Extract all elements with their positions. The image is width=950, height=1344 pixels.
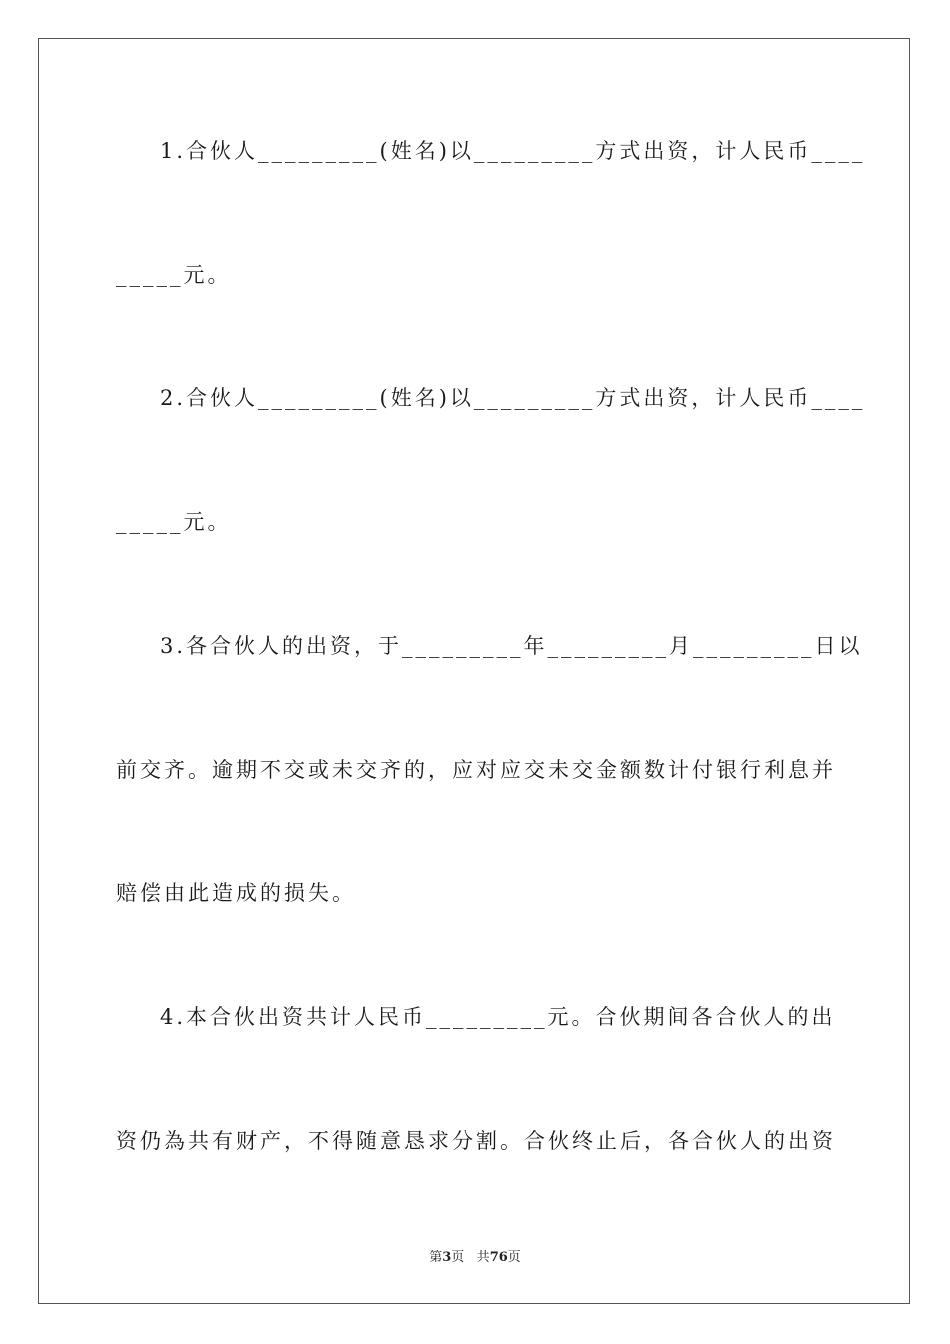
clause-1-line-2: _____元。 bbox=[116, 263, 232, 287]
page-border bbox=[38, 38, 910, 1304]
clause-4-line-2: 资仍為共有财产，不得随意恳求分割。合伙终止后，各合伙人的出资 bbox=[116, 1129, 836, 1153]
clause-3-line-1: 3.各合伙人的出资，于_________年_________月_________日以 bbox=[160, 634, 863, 658]
clause-1-line-1: 1.合伙人_________(姓名)以_________方式出资，计人民币____ bbox=[160, 139, 866, 163]
clause-3-line-3: 赔偿由此造成的损失。 bbox=[116, 881, 356, 905]
footer-total-prefix: 共 bbox=[476, 1250, 490, 1265]
clause-2-line-2: _____元。 bbox=[116, 510, 232, 534]
footer-page-suffix: 页 bbox=[451, 1250, 465, 1265]
clause-3-line-2: 前交齐。逾期不交或未交齐的，应对应交未交金额数计付银行利息并 bbox=[116, 758, 836, 782]
footer-total-pages: 76 bbox=[489, 1250, 508, 1265]
clause-2-line-1: 2.合伙人_________(姓名)以_________方式出资，计人民币____ bbox=[160, 386, 866, 410]
clause-4-line-1: 4.本合伙出资共计人民币_________元。合伙期间各合伙人的出 bbox=[160, 1005, 836, 1029]
footer-page-number: 3 bbox=[442, 1250, 452, 1265]
footer-total-suffix: 页 bbox=[507, 1250, 521, 1265]
page-footer bbox=[0, 1246, 950, 1265]
footer-page-prefix: 第 bbox=[429, 1250, 443, 1265]
